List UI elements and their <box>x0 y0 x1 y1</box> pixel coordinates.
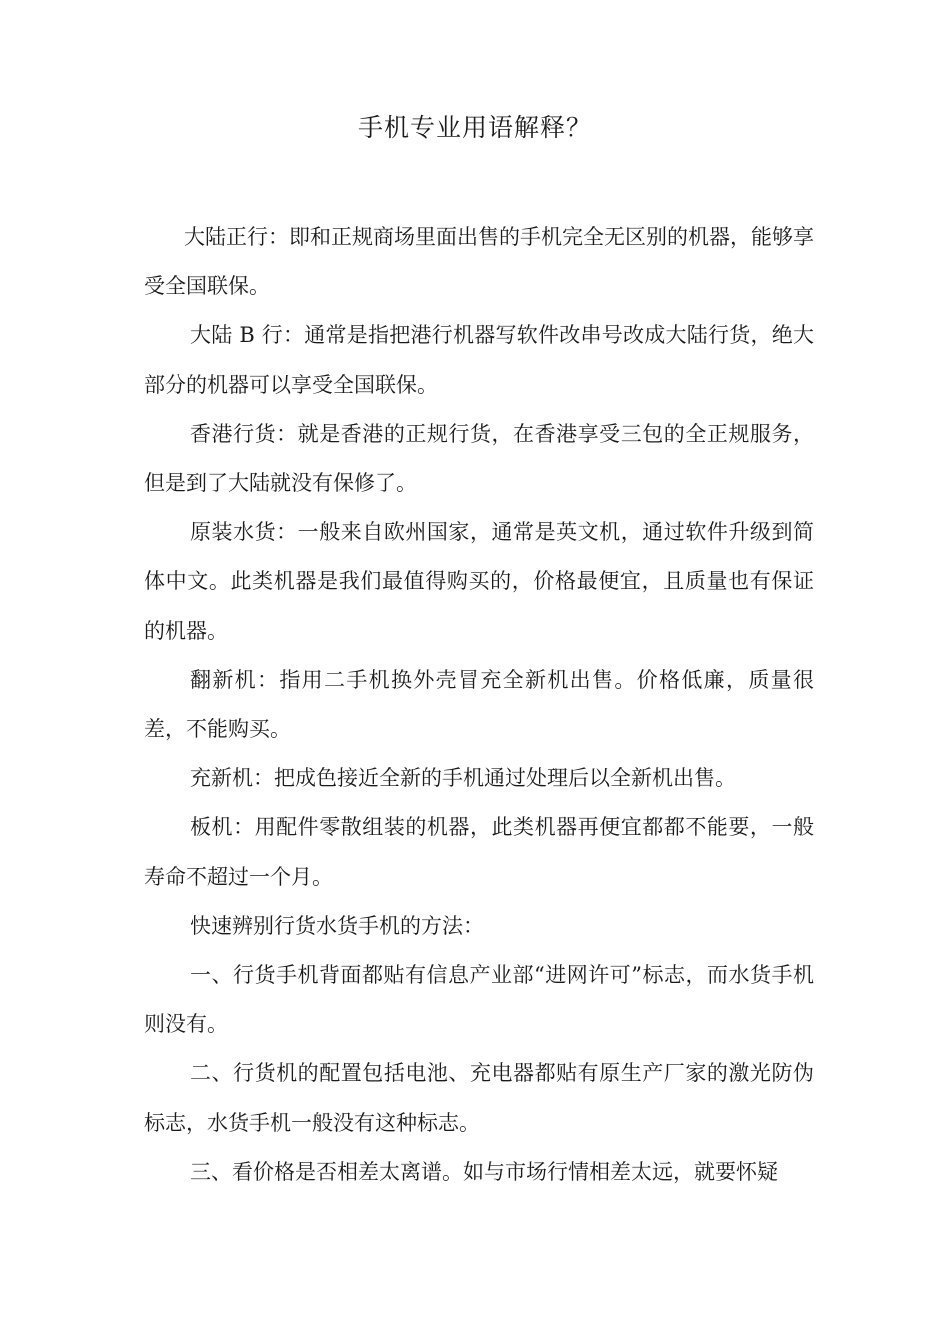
paragraph-method-two: 二、行货机的配置包括电池、充电器都贴有原生产厂家的激光防伪标志，水货手机一般没有这种标志。 <box>144 1061 814 1135</box>
paragraph-refurbished: 翻新机：指用二手机换外壳冒充全新机出售。价格低廉，质量很差，不能购买。 <box>144 667 814 742</box>
paragraph-methods-heading: 快速辨别行货水货手机的方法： <box>190 913 484 938</box>
document-body <box>144 213 814 1197</box>
paragraph-renewed: 充新机：把成色接近全新的手机通过处理后以全新机出售。 <box>190 766 736 791</box>
paragraph-mainland-official: 大陆正行：即和正规商场里面出售的手机完全无区别的机器，能够享受全国联保。 <box>144 225 814 299</box>
paragraph-method-three: 三、看价格是否相差太离谱。如与市场行情相差太远，就要怀疑 <box>190 1159 778 1184</box>
paragraph-original-grey: 原装水货：一般来自欧州国家，通常是英文机，通过软件升级到简体中文。此类机器是我们最值得购买的，价格最便宜，且质量也有保证的机器。 <box>144 520 814 643</box>
paragraph-assembled: 板机：用配件零散组装的机器，此类机器再便宜都都不能要，一般寿命不超过一个月。 <box>144 815 814 889</box>
document-title: 手机专业用语解释？ <box>357 113 592 142</box>
paragraph-method-one: 一、行货手机背面都贴有信息产业部“进网许可”标志，而水货手机则没有。 <box>144 963 814 1037</box>
paragraph-mainland-b: 大陆 B 行：通常是指把港行机器写软件改串号改成大陆行货，绝大部分的机器可以享受全国联保。 <box>144 323 814 397</box>
paragraph-hongkong-official: 香港行货：就是香港的正规行货，在香港享受三包的全正规服务，但是到了大陆就没有保修了。 <box>144 421 814 496</box>
